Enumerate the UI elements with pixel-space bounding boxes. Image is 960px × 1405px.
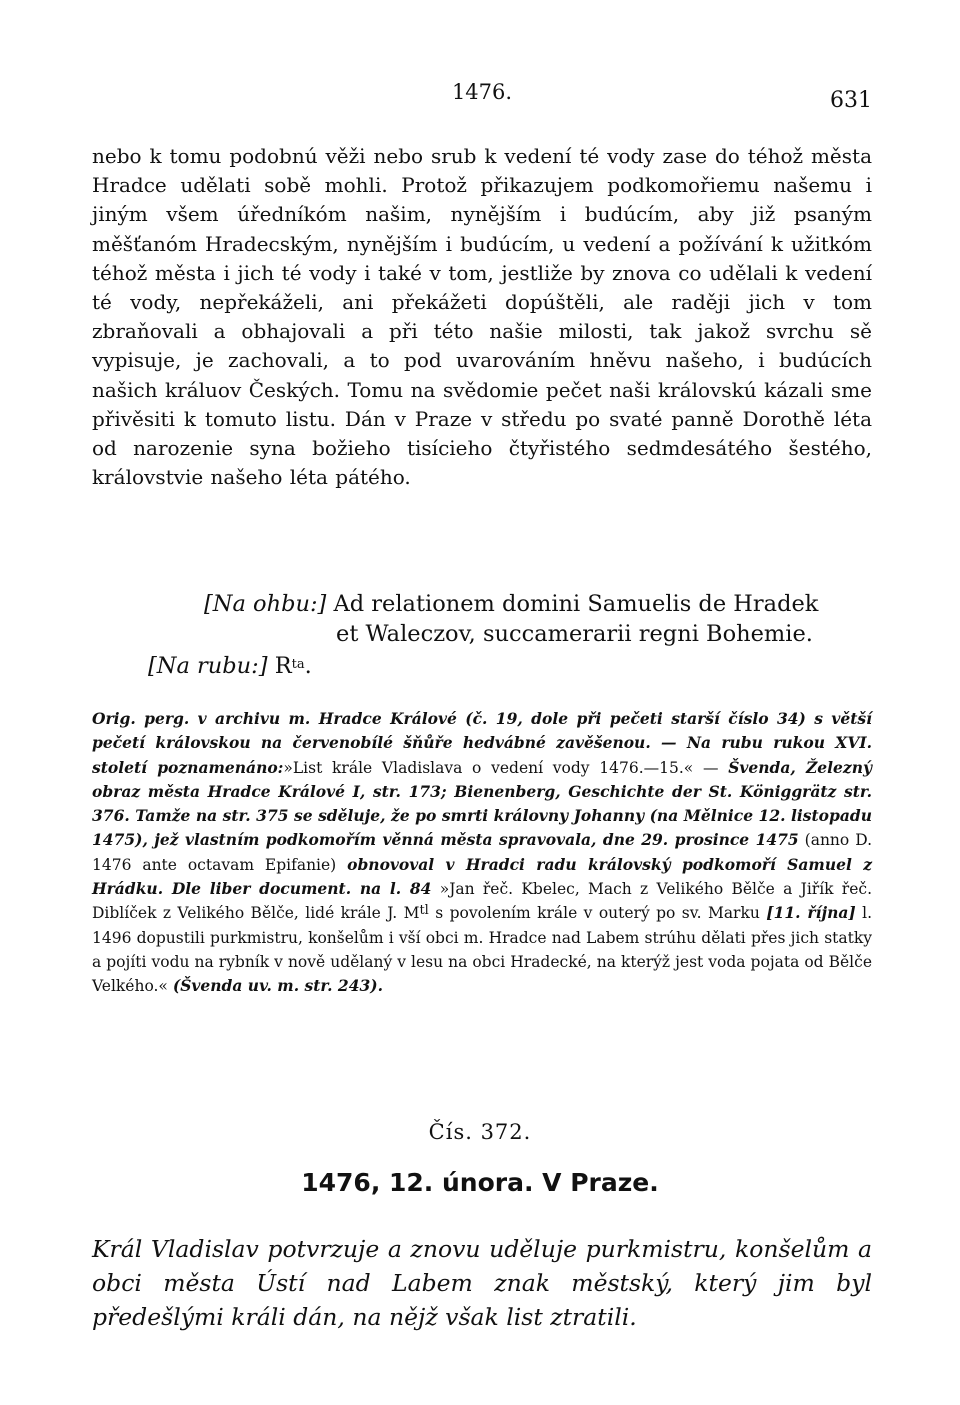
back-label: [Na rubu:] — [148, 653, 268, 679]
fold-label: [Na ohbu:] — [204, 591, 327, 617]
back-text: R — [274, 653, 292, 679]
running-head-year: 1476. — [451, 80, 513, 104]
note-segment: [11. října] — [766, 903, 856, 923]
archival-notes — [92, 707, 872, 999]
note-segment: »Jan řeč. Kbelec, Mach z Velikého Bělče a Jiřík řeč. Diblíček z Velikého Bělče, lidé krále J. M — [92, 880, 872, 923]
fold-text-line-1: Ad relationem domini Samuelis de Hradek — [333, 591, 819, 617]
document-date-place: 1476, 12. února. V Praze. — [301, 1168, 659, 1197]
fold-endorsement — [204, 588, 818, 621]
note-segment: (anno D. 1476 ante octavam Epifanie) — [92, 831, 872, 874]
page-number: 631 — [830, 88, 872, 113]
charter-text: nebo k tomu podobnú věži nebo srub k vedení té vody zase do téhož města Hradce udělati sobě mohli. Protož přikazujem podkomořiemu našemu i jiným všem úředníkóm našim, nynějším i budúcím, aby již psaným měšťanóm Hradecským, nynějším i budúcím, u vedení a požívání k užitkóm téhož města i jich té vody i také v tom, jestliže by znova co udělali k vedení té vody, nepřekáželi, ani překážeti dopúštěli, ale raději jich v tom zbraňovali a obhajovali a při této našie milosti, tak jakož svrchu sě vypisuje, je zachovali, a to pod uvarováním hněvu našeho, i budúcích našich králuov Českých. Tomu na svědomie pečet naši královskú kázali sme přivěsiti k tomuto listu. Dán v Praze v středu po svaté panně Dorothě léta od narozenie syna božieho tisícieho čtyřistého sedmdesátého šestého, královstvie našeho léta pátého. — [92, 144, 872, 490]
back-text-superscript: ta — [291, 657, 305, 672]
back-text-dot: . — [304, 653, 312, 679]
document-number: Čís. 372. — [428, 1120, 532, 1144]
note-segment: (Švenda uv. m. str. 243). — [172, 976, 384, 996]
note-segment: »List krále Vladislava o vedení vody 1476.—15.« — — [283, 758, 729, 777]
note-segment: Orig. perg. v archivu m. Hradce Králové (č. 19, dole při pečeti starší číslo 34) s větší pečetí královskou na červenobílé šňůře hedvábné zavěšenou. — Na rubu rukou XVI. století poznamenáno: — [92, 709, 872, 777]
note-segment: tl — [419, 903, 429, 919]
note-segment: Švenda, Železný obraz města Hradce Králové I, str. 173; Bienenberg, Geschichte der St. Königgrätz str. 376. Tamže na str. 375 se sděluje, že po smrti královny Johanny (na Mělnice 12. listopadu 1475), jež vlastním podkomořím věnná města spravovala, dne 29. prosince 1475 — [92, 757, 872, 850]
note-segment: obnovoval v Hradci radu královský podkomoří Samuel z Hrádku. Dle liber document. na l. 84 — [92, 854, 872, 899]
note-segment: l. 1496 dopustili purkmistru, konšelům i vší obci m. Hradce nad Labem strúhu dělati přes jich statky a pojíti vodu na rybník v nově udělaný v lesu na obci Hradecké, na kterýž jest voda pojata od Bělče Velkého.« — [92, 904, 873, 996]
document-regest: Král Vladislav potvrzuje a znovu uděluje purkmistru, konšelům a obci města Ústí nad Labem znak městský, který jim byl předešlými králi dán, na nějž však list ztratili. — [92, 1235, 872, 1331]
back-endorsement — [148, 650, 312, 683]
fold-endorsement-continued — [336, 618, 813, 651]
fold-text-line-2: et Waleczov, succamerarii regni Bohemie. — [336, 621, 813, 647]
page-header — [92, 80, 872, 120]
note-segment: s povolením krále v outerý po sv. Marku — [428, 904, 767, 923]
